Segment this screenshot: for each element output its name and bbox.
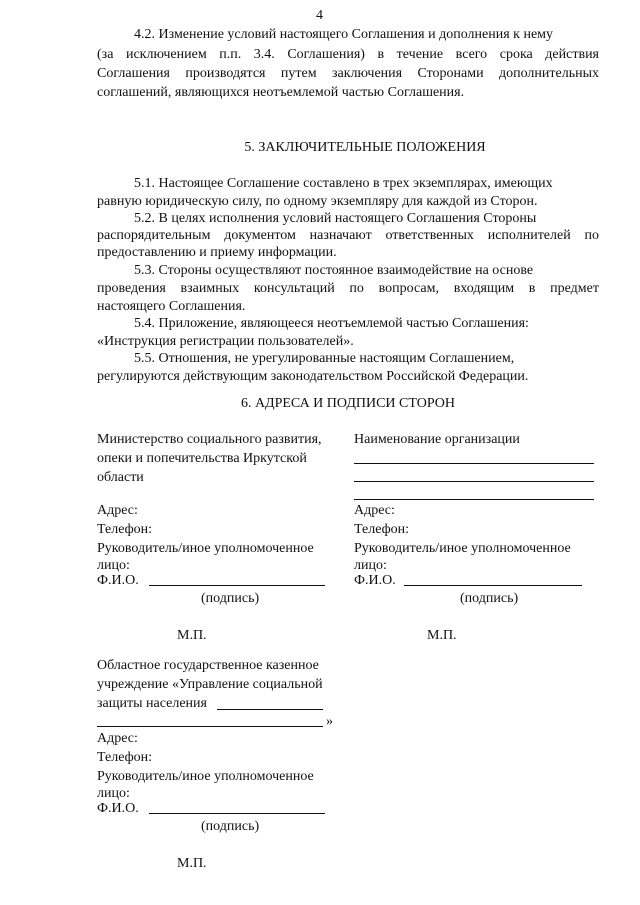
fio-label: Ф.И.О. [97, 801, 139, 816]
section-5-heading: 5. ЗАКЛЮЧИТЕЛЬНЫЕ ПОЛОЖЕНИЯ [244, 140, 486, 155]
text-line: Соглашения производятся путем заключения Сторонами дополнительных [97, 66, 599, 81]
org-name-label: Наименование организации [354, 432, 520, 447]
text-line: 5.2. В целях исполнения условий настоящего Соглашения Стороны [134, 211, 537, 226]
org-name-blank-line [97, 726, 323, 727]
org-name-line: Министерство социального развития, [97, 432, 322, 447]
org-name-line: защиты населения [97, 696, 207, 711]
address-label: Адрес: [97, 731, 138, 746]
stamp-place: М.П. [427, 628, 457, 643]
section-6-heading: 6. АДРЕСА И ПОДПИСИ СТОРОН [240, 396, 456, 411]
head-label: лицо: [354, 558, 387, 573]
phone-label: Телефон: [97, 750, 153, 765]
stamp-place: М.П. [177, 856, 207, 871]
text-line: 5.1. Настоящее Соглашение составлено в трех экземплярах, имеющих [134, 176, 553, 191]
text-line: равную юридическую силу, по одному экземпляру для каждой из Сторон. [97, 194, 538, 209]
text-line: регулируются действующим законодательством Российской Федерации. [97, 369, 529, 384]
fio-signature-line [404, 585, 582, 586]
org-name-line: Областное государственное казенное [97, 658, 319, 673]
text-line: 4.2. Изменение условий настоящего Соглашения и дополнения к нему [134, 27, 554, 42]
fio-signature-line [149, 585, 325, 586]
org-name-line: области [97, 470, 144, 485]
text-line: 5.3. Стороны осуществляют постоянное взаимодействие на основе [134, 263, 534, 278]
org-name-line: учреждение «Управление социальной [97, 677, 323, 692]
org-name-blank-line [354, 481, 594, 482]
text-line: (за исключением п.п. 3.4. Соглашения) в течение всего срока действия [97, 47, 599, 62]
phone-label: Телефон: [354, 522, 410, 537]
text-line: распорядительным документом назначают ответственных исполнителей по [97, 228, 599, 243]
text-line: предоставлению и приему информации. [97, 245, 337, 260]
text-line: проведения взаимных консультаций по вопросам, входящим в предмет [97, 281, 599, 296]
org-name-blank-line [217, 709, 323, 710]
stamp-place: М.П. [177, 628, 207, 643]
signature-caption: (подпись) [201, 819, 260, 834]
fio-label: Ф.И.О. [354, 573, 396, 588]
text-line: 5.4. Приложение, являющееся неотъемлемой частью Соглашения: [134, 316, 529, 331]
head-label: Руководитель/иное уполномоченное [97, 541, 314, 556]
fio-signature-line [149, 813, 325, 814]
signature-caption: (подпись) [201, 591, 260, 606]
text-line: «Инструкция регистрации пользователей». [97, 334, 354, 349]
address-label: Адрес: [97, 503, 138, 518]
phone-label: Телефон: [97, 522, 153, 537]
head-label: лицо: [97, 786, 130, 801]
head-label: Руководитель/иное уполномоченное [354, 541, 571, 556]
text-line: соглашений, являющихся неотъемлемой частью Соглашения. [97, 85, 465, 100]
page-number: 4 [316, 8, 323, 23]
text-line: настоящего Соглашения. [97, 299, 246, 314]
address-label: Адрес: [354, 503, 395, 518]
signature-caption: (подпись) [460, 591, 519, 606]
head-label: Руководитель/иное уполномоченное [97, 769, 314, 784]
text-line: 5.5. Отношения, не урегулированные настоящим Соглашением, [134, 351, 515, 366]
org-name-blank-line [354, 463, 594, 464]
fio-label: Ф.И.О. [97, 573, 139, 588]
quote-close: » [326, 714, 333, 729]
org-name-line: опеки и попечительства Иркутской [97, 451, 307, 466]
head-label: лицо: [97, 558, 130, 573]
org-name-blank-line [354, 499, 594, 500]
